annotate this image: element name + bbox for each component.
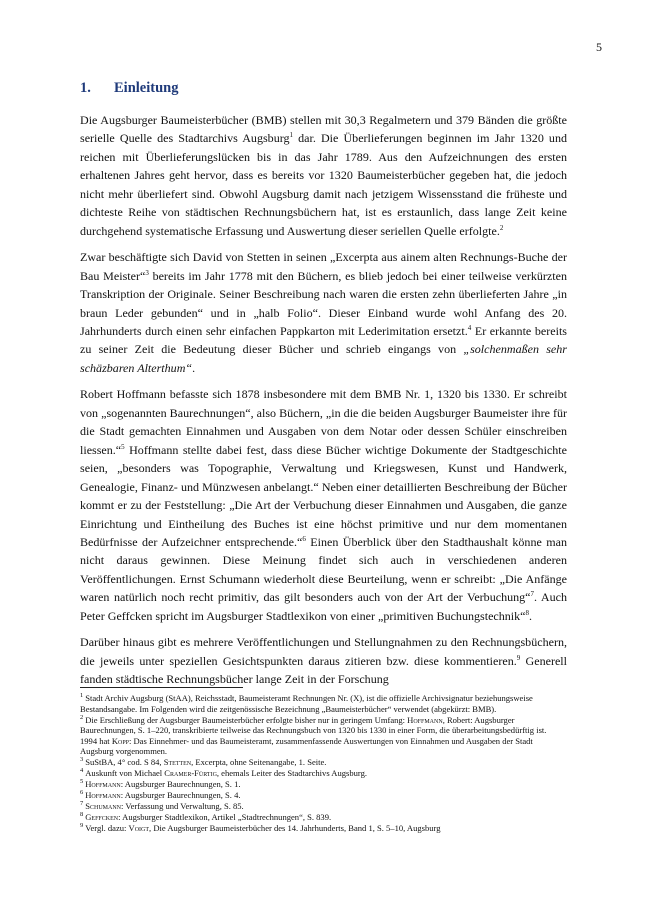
author-name: Cramer-Fürtig [164, 768, 217, 778]
footnote-ref[interactable]: 5 [121, 442, 125, 451]
paragraph [80, 248, 567, 377]
text-run: bereits im Jahr 1778 mit den Büchern, es blieb jedoch bei einer teilweise verkürzten Transkription der Originale. Seiner Beschreibung nach waren die ersten zehn überlieferten Jahre „in braun Leder gebunden“ und in „halb Folio“. Dieser Einband wurde wohl Anfang des 20. Jahrhunderts durch einen sehr einfachen Pappkarton mit Lederimitation ersetzt. [80, 268, 567, 338]
footnote [80, 715, 565, 757]
text-run: Darüber hinaus gibt es mehrere Veröffentlichungen und Stellungnahmen zu den Rechnungsbüchern, die jeweils unter speziellen Gesichtspunkten daraus zitieren bzw. diese kommentieren. [80, 635, 567, 668]
footnote [80, 801, 565, 812]
text-run: Die Augsburger Baumeisterbücher (BMB) stellen mit 30,3 Regalmetern und 379 Bänden die größte serielle Quelle des Stadtarchivs Augsburg [80, 113, 567, 146]
paragraph [80, 385, 567, 625]
footnote-number: 7 [80, 800, 84, 808]
text-run: Zwar beschäftigte sich David von Stetten in seinen „Excerpta aus ainem alten Rechnungs-Buche der Bau Meister“ [80, 250, 567, 283]
footnote-number: 2 [80, 713, 84, 721]
footnote-ref[interactable]: 3 [145, 268, 149, 277]
text-run: Hoffmann stellte dabei fest, dass diese Bücher wichtige Dokumente der Stadtgeschichte seien, „besonders was Topographie, Verwaltung und Kriegswesen, Kunst und Handwerk, Genealogie, Finanz- und Münzwesen anbelangt.“ Neben einer detaillierten Beschreibung der Bücher kommt er zu der Feststellung: „Die Art der Verbuchung dieser Einnahmen und Ausgaben, die ganze Einrichtung und Eintheilung des Buches ist eine höchst primitive und nur dem momentanen Bedürfnisse der Aufzeichner entsprechende.“ [80, 442, 567, 549]
footnote-ref[interactable]: 4 [467, 323, 472, 332]
footnote [80, 757, 565, 768]
footnote-number: 3 [80, 756, 84, 764]
footnote [80, 768, 565, 779]
text-run: . Auch Peter Geffcken spricht im Augsburger Stadtlexikon von einer „primitiven Buchungstechnik“ [80, 590, 568, 623]
text-run: Einen Überblick über den Stadthaushalt könne man nicht daraus gewinnen. Diese Meinung findet sich auch in verschiedenen anderen Veröffentlichungen. Ernst Schumann wiederholt diese Beurteilung, wenn er schreibt: „Die Anfänge waren natürlich noch recht primitiv, das gilt besonders auch von der Art der Verbuchung“ [80, 534, 567, 605]
footnote-ref[interactable]: 1 [289, 131, 294, 140]
text-run: Vergl. dazu: [85, 823, 129, 833]
footnote-ref[interactable]: 8 [525, 608, 530, 617]
footnote-number: 6 [80, 789, 84, 797]
text-run: : Das Einnehmer- und das Baumeisteramt, zusammenfassende Auswertungen von Einnahmen und Ausgaben der Stadt Augsburg vorgenommen. [80, 735, 533, 756]
text-run: , Excerpta, ohne Seitenangabe, 1. Seite. [191, 757, 327, 767]
text-run: : Verfassung und Verwaltung, S. 85. [121, 801, 244, 811]
text-run: . [529, 608, 533, 623]
text-run: : Augsburger Baurechnungen, S. 1. [120, 779, 241, 789]
author-name: Schumann [85, 801, 122, 811]
footnote [80, 790, 565, 801]
author-name: Geffcken [85, 812, 119, 822]
author-name: Hoffmann [85, 790, 121, 800]
text-run: Generell fanden städtische Rechnungsbücher lange Zeit in der Forschung [80, 653, 567, 687]
paragraph [80, 633, 567, 688]
section-title: Einleitung [114, 80, 179, 96]
text-run: Er erkannte bereits zu seiner Zeit die Bedeutung dieser Bücher und schrieb eingangs von [80, 323, 567, 357]
text-run: : Augsburger Baurechnungen, S. 4. [120, 790, 241, 800]
text-run: Stadt Archiv Augsburg (StAA), Reichsstadt, Baumeisteramt Rechnungen Nr. (X), ist die offizielle Archivsignatur beziehungsweise Bestandsangabe. Im Folgenden wird die zeitgenössische Bezeichnung „Baumeisterbücher“ verwendet (abgekürzt: BMB). [80, 693, 533, 714]
author-name: Stetten [163, 757, 192, 767]
author-name: Hoffmann [407, 714, 443, 725]
author-name: Voigt [128, 823, 150, 833]
text-run: Auskunft von Michael [85, 768, 165, 778]
italic-quote: „solchenmaßen sehr schäzbaren Alterthum“ [80, 342, 567, 375]
text-run: , ehemals Leiter des Stadtarchivs Augsburg. [216, 768, 367, 778]
author-name: Kopp [111, 735, 129, 746]
footnote-number: 4 [80, 767, 84, 775]
footnote-number: 9 [80, 822, 84, 830]
section-number: 1. [80, 80, 91, 96]
text-run: SuStBA, 4° cod. S 84, [85, 757, 164, 767]
footnote-number: 8 [80, 811, 84, 819]
text-run: , Die Augsburger Baumeisterbücher des 14. Jahrhunderts, Band 1, S. 5–10, Augsburg [149, 823, 441, 833]
text-run: : Augsburger Stadtlexikon, Artikel „Stadtrechnungen“, S. 839. [118, 812, 332, 822]
footnote-ref[interactable]: 6 [302, 534, 306, 543]
body-text [80, 111, 568, 700]
footnote-ref[interactable]: 2 [499, 223, 504, 232]
footnote-ref[interactable]: 7 [530, 590, 535, 599]
paragraph [80, 111, 567, 240]
footnote-ref[interactable]: 9 [516, 653, 521, 662]
text-run: , Robert: Augsburger Baurechnungen, S. 1–220, transkribierte teilweise das Rechnungsbuch von 1320 bis 1330 in einer Form, die überarbeitungsbedürftig ist. 1994 hat [80, 714, 547, 746]
footnote [80, 823, 565, 834]
footnote [80, 812, 565, 823]
author-name: Hoffmann [85, 779, 121, 789]
text-run: Robert Hoffmann befasste sich 1878 insbesondere mit dem BMB Nr. 1, 1320 bis 1330. Er schreibt von „sogenannten Baurechnungen“, also Büchern, „in die die beiden Augsburger Baumeister ihre für die Stadt gemachten Einnahmen und Ausgaben von dem Notar oder dessen Schüler einschreiben liessen.“ [80, 387, 567, 457]
footnote-number: 5 [80, 778, 84, 786]
text-run: dar. Die Überlieferungen beginnen im Jahr 1320 und reichen mit Überlieferungslücken bis in das Jahr 1789. Aus den Aufzeichnungen des ersten erhaltenen Jahres geht hervor, dass es bereits vor 1320 Baumeisterbücher gegeben hat, die jedoch nicht mehr überliefert sind. Obwohl Augsburg damit nach jetzigem Wissensstand die früheste und dichteste Reihe von städtischen Rechnungsbüchern hat, ist es erstaunlich, dass lange Zeit keine durchgehend systematische Erfassung und Auswertung dieser seriellen Quelle erfolgte. [80, 131, 568, 238]
text-run: . [192, 360, 196, 375]
footnote [80, 693, 565, 714]
footnote-number: 1 [80, 692, 84, 700]
text-run: Die Erschließung der Augsburger Baumeisterbücher erfolgte bisher nur in geringem Umfang: [85, 714, 408, 725]
footnote-divider [80, 687, 243, 688]
section-heading [80, 80, 178, 97]
footnote [80, 779, 565, 790]
page-number: 5 [596, 40, 602, 54]
footnotes [80, 693, 565, 834]
